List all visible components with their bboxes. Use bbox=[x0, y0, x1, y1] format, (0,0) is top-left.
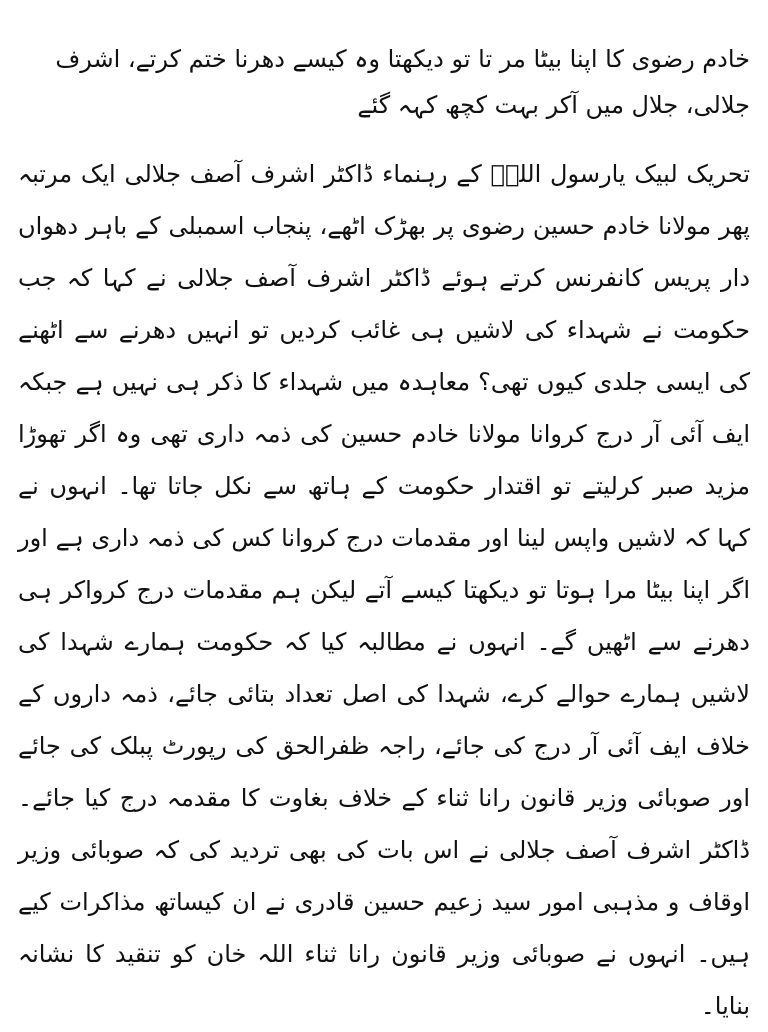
article-body: تحریک لبیک یارسول اللہؐ کے رہنماء ڈاکٹر اشرف آصف جلالی ایک مرتبہ پھر مولانا خادم حسین رضوی پر بھڑک اٹھے، پنجاب اسمبلی کے باہر دھواں دار پریس کانفرنس کرتے ہوئے ڈاکٹر اشرف آصف جلالی نے کہا کہ جب حکومت نے شہداء کی لاشیں ہی غائب کردیں تو انہیں دھرنے سے اٹھنے کی ایسی جلدی کیوں تھی؟ معاہدہ میں شہداء کا ذکر ہی نہیں ہے جبکہ ایف آئی آر درج کروانا مولانا خادم حسین کی ذمہ داری تھی وہ اگر تھوڑا مزید صبر کرلیتے تو اقتدار حکومت کے ہاتھ سے نکل جاتا تھا۔ انہوں نے کہا کہ لاشیں واپس لینا اور مقدمات درج کروانا کس کی ذمہ داری ہے اور اگر اپنا بیٹا مرا ہوتا تو دیکھتا کیسے آتے لیکن ہم مقدمات درج کرواکر ہی دھرنے سے اٹھیں گے۔ انہوں نے مطالبہ کیا کہ حکومت ہمارے شہدا کی لاشیں ہمارے حوالے کرے، شہدا کی اصل تعداد بتائی جائے، ذمہ داروں کے خلاف ایف آئی آر درج کی جائے، راجہ ظفرالحق کی رپورٹ پبلک کی جائے اور صوبائی وزیر قانون رانا ثناء کے خلاف بغاوت کا مقدمہ درج کیا جائے۔ ڈاکٹر اشرف آصف جلالی نے اس بات کی بھی تردید کی کہ صوبائی وزیر اوقاف و مذہبی امور سید زعیم حسین قادری نے ان کیساتھ مذاکرات کیے ہیں۔ انہوں نے صوبائی وزیر قانون رانا ثناء اللہ خان کو تنقید کا نشانہ بنایا۔ bbox=[18, 160, 750, 1020]
article bbox=[18, 0, 750, 1032]
article-headline: خادم رضوی کا اپنا بیٹا مر تا تو دیکھتا وہ کیسے دھرنا ختم کرتے، اشرف جلالی، جلال میں آکر بہت کچھ کہہ گئے bbox=[55, 45, 750, 119]
